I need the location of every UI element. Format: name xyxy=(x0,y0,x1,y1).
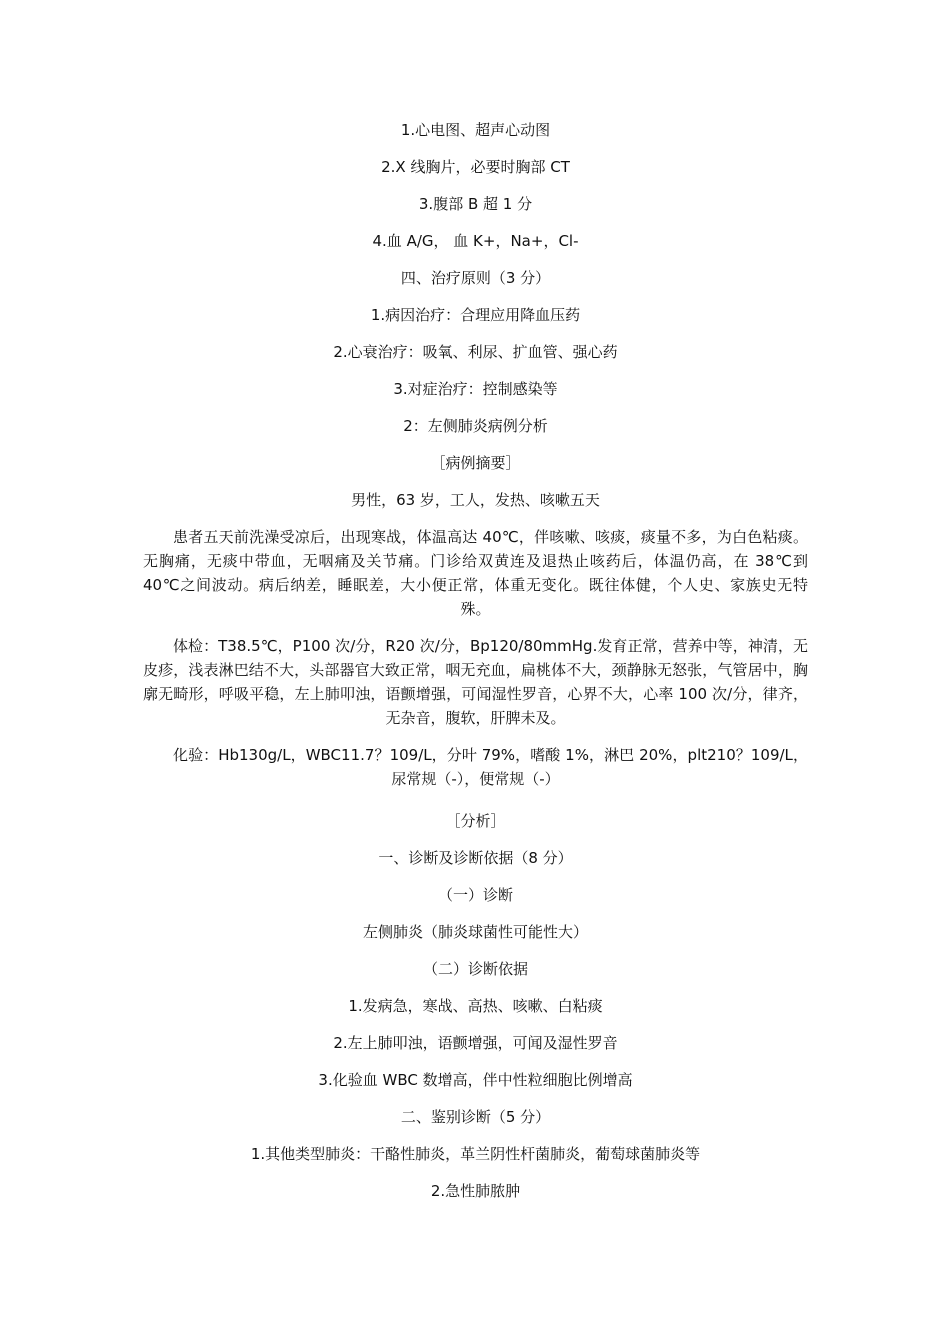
exam-item-ecg: 1.心电图、超声心动图 xyxy=(400,121,551,139)
case-title: 2：左侧肺炎病例分析 xyxy=(403,417,548,435)
section-heading-treatment: 四、治疗原则（3 分） xyxy=(400,269,551,287)
basis-item-lab: 3.化验血 WBC 数增高，伴中性粒细胞比例增高 xyxy=(318,1071,633,1089)
subheading-diagnosis: （一）诊断 xyxy=(437,886,513,904)
lab-results-paragraph: 化验：Hb130g/L，WBC11.7？109/L，分叶 79%，嗜酸 1%，淋巴 20%，plt210？109/L，尿常规（-），便常规（-） xyxy=(173,746,808,788)
treatment-item-symptomatic: 3.对症治疗：控制感染等 xyxy=(393,380,558,398)
differential-item-lung-abscess: 2.急性肺脓肿 xyxy=(430,1182,521,1200)
basis-item-signs: 2.左上肺叩浊，语颤增强，可闻及湿性罗音 xyxy=(333,1034,618,1052)
subheading-diagnosis-basis: （二）诊断依据 xyxy=(422,960,528,978)
history-paragraph: 患者五天前洗澡受凉后，出现寒战，体温高达 40℃，伴咳嗽、咳痰，痰量不多，为白色粘痰。无胸痛，无痰中带血，无咽痛及关节痛。门诊给双黄连及退热止咳药后，体温仍高，在 38℃到 40℃之间波动。病后纳差，睡眠差，大小便正常，体重无变化。既往体健，个人史、家族史无特殊。 xyxy=(143,528,808,618)
exam-item-ultrasound: 3.腹部 B 超 1 分 xyxy=(418,195,533,213)
basis-item-onset: 1.发病急，寒战、高热、咳嗽、白粘痰 xyxy=(348,997,603,1015)
diagnosis-text: 左侧肺炎（肺炎球菌性可能性大） xyxy=(362,923,588,941)
document-page xyxy=(143,118,808,1216)
patient-summary: 男性，63 岁，工人，发热、咳嗽五天 xyxy=(351,491,600,509)
treatment-item-cause: 1.病因治疗：合理应用降血压药 xyxy=(370,306,581,324)
exam-item-blood: 4.血 A/G， 血 K+，Na+，Cl- xyxy=(372,232,579,250)
case-summary-heading: ［病例摘要］ xyxy=(430,454,521,472)
treatment-item-heart-failure: 2.心衰治疗：吸氧、利尿、扩血管、强心药 xyxy=(333,343,618,361)
section-heading-diagnosis: 一、诊断及诊断依据（8 分） xyxy=(378,849,573,867)
exam-item-xray: 2.X 线胸片，必要时胸部 CT xyxy=(381,158,570,176)
differential-item-other-pneumonia: 1.其他类型肺炎：干酪性肺炎，革兰阴性杆菌肺炎，葡萄球菌肺炎等 xyxy=(250,1145,701,1163)
section-heading-differential: 二、鉴别诊断（5 分） xyxy=(400,1108,551,1126)
analysis-heading: ［分析］ xyxy=(445,812,506,830)
physical-exam-paragraph: 体检：T38.5℃，P100 次/分，R20 次/分，Bp120/80mmHg.发育正常，营养中等，神清，无皮疹，浅表淋巴结不大，头部器官大致正常，咽无充血，扁桃体不大，颈静脉无怒张，气管居中，胸廓无畸形，呼吸平稳，左上肺叩浊，语颤增强，可闻湿性罗音，心界不大，心率 100 次/分，律齐，无杂音，腹软，肝脾未及。 xyxy=(143,637,808,727)
